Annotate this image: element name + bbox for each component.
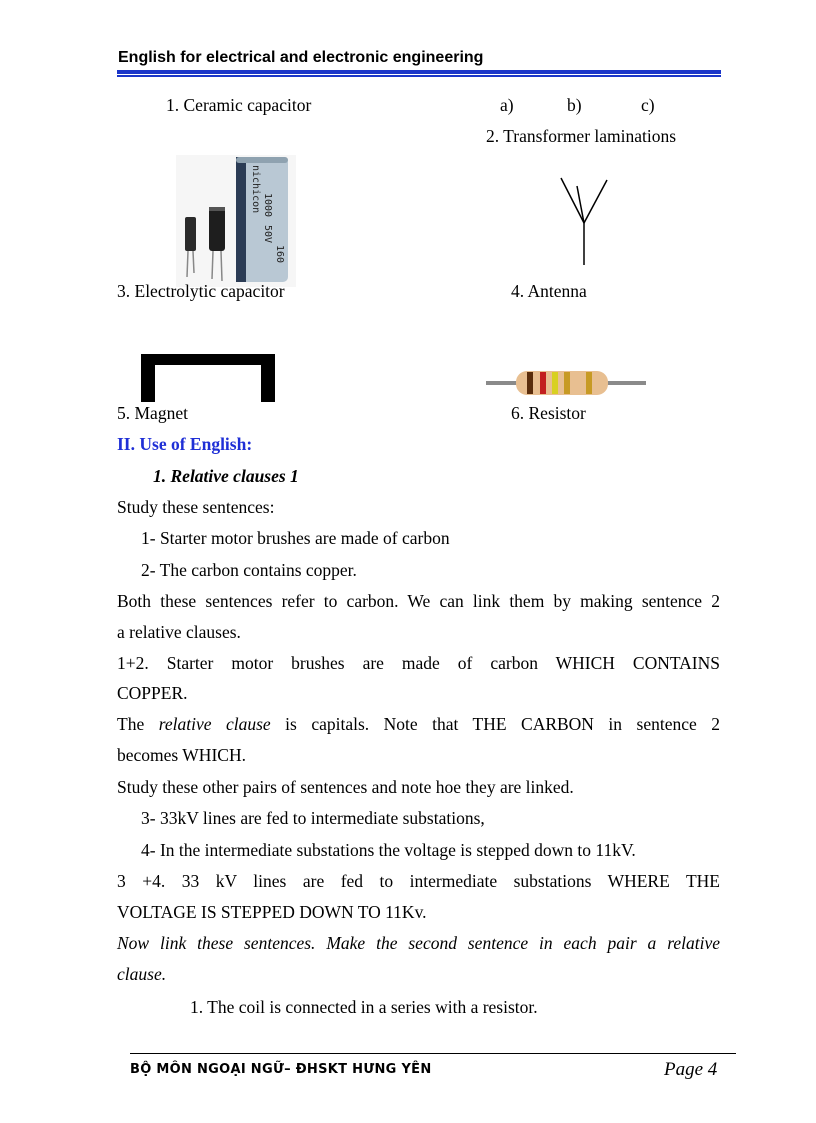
note-emphasis: relative clause <box>158 714 271 734</box>
sentence-4: 4- In the intermediate substations the voltage is stepped down to 11kV. <box>141 840 636 860</box>
note-prefix: The <box>117 714 159 734</box>
item-transformer-laminations: 2. Transformer laminations <box>486 126 677 146</box>
header-rule-thick <box>117 70 721 74</box>
electrolytic-capacitor-image <box>176 155 296 287</box>
label-a: a) <box>500 95 514 115</box>
document-header-title: English for electrical and electronic engineering <box>118 49 484 66</box>
item-electrolytic-capacitor: 3. Electrolytic capacitor <box>117 281 285 301</box>
exercise-item-1: 1. The coil is connected in a series with a resistor. <box>190 997 538 1017</box>
explanation-line-1: Both these sentences refer to carbon. We can link them by making sentence 2 <box>117 591 720 611</box>
capacitor-print-capacitance: 1000 <box>262 193 273 218</box>
capacitor-print-brand: nichicon <box>250 165 261 214</box>
magnet-image <box>141 354 275 402</box>
footer-department: BỘ MÔN NGOẠI NGỮ– ĐHSKT HƯNG YÊN <box>130 1062 432 1077</box>
page-number: Page 4 <box>664 1059 718 1080</box>
item-antenna: 4. Antenna <box>511 281 587 301</box>
study-instruction: Study these sentences: <box>117 497 275 517</box>
study-other-pairs: Study these other pairs of sentences and note hoe they are linked. <box>117 777 574 797</box>
combined-3-4-line-2: VOLTAGE IS STEPPED DOWN TO 11Kv. <box>117 902 427 922</box>
sentence-1: 1- Starter motor brushes are made of carbon <box>141 528 450 548</box>
item-magnet: 5. Magnet <box>117 403 188 423</box>
exercise-instruction-line-2: clause. <box>117 964 167 984</box>
capacitor-print-code: 160 <box>274 245 285 264</box>
section-heading: II. Use of English: <box>117 434 253 454</box>
label-c: c) <box>641 95 655 115</box>
sentence-3: 3- 33kV lines are fed to intermediate substations, <box>141 808 485 828</box>
combined-1-2-line-1: 1+2. Starter motor brushes are made of carbon WHICH CONTAINS <box>117 653 720 673</box>
exercise-instruction-line-1: Now link these sentences. Make the second sentence in each pair a relative <box>117 933 720 953</box>
antenna-symbol <box>558 176 610 266</box>
item-resistor: 6. Resistor <box>511 403 586 423</box>
header-rule-thin <box>117 75 721 77</box>
combined-3-4-line-1: 3 +4. 33 kV lines are fed to intermediate substations WHERE THE <box>117 871 720 891</box>
sentence-2: 2- The carbon contains copper. <box>141 560 357 580</box>
resistor-image <box>486 364 646 402</box>
subheading-relative-clauses: 1. Relative clauses 1 <box>153 466 299 486</box>
becomes-which: becomes WHICH. <box>117 745 246 765</box>
explanation-line-2: a relative clauses. <box>117 622 241 642</box>
item-ceramic-capacitor: 1. Ceramic capacitor <box>166 95 312 115</box>
footer-rule <box>130 1053 736 1054</box>
label-b: b) <box>567 95 582 115</box>
capacitor-print-voltage: 50V <box>262 225 273 244</box>
relative-clause-note <box>117 714 720 734</box>
combined-1-2-line-2: COPPER. <box>117 683 188 703</box>
note-suffix: is capitals. Note that THE CARBON in sentence 2 <box>270 714 720 734</box>
